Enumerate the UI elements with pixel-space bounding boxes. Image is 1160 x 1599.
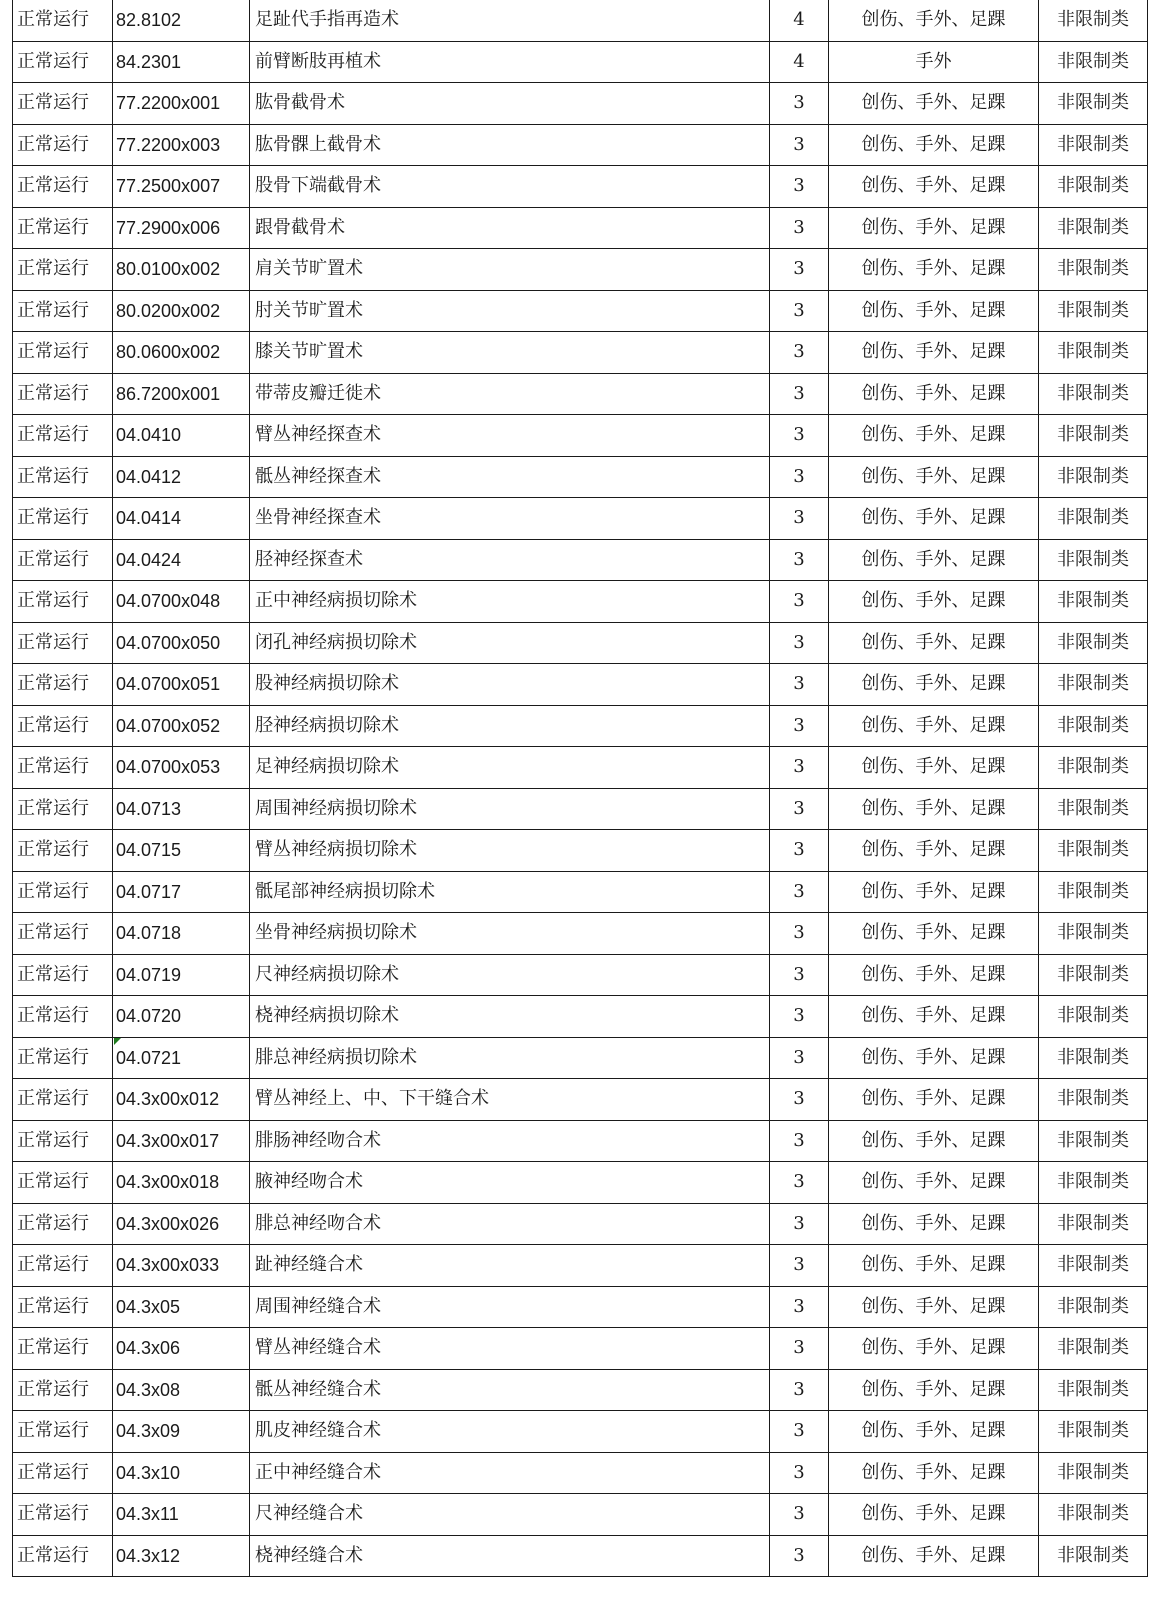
code-cell[interactable]: 04.0719 <box>113 954 250 996</box>
department-cell[interactable]: 创伤、手外、足踝 <box>829 1535 1039 1577</box>
procedure-name-cell[interactable]: 臂丛神经上、中、下干缝合术 <box>250 1079 770 1121</box>
table-row <box>13 1494 1148 1536</box>
procedure-name-cell[interactable]: 跟骨截骨术 <box>250 207 770 249</box>
department-cell[interactable]: 创伤、手外、足踝 <box>829 1328 1039 1370</box>
status-cell[interactable]: 正常运行 <box>13 705 113 747</box>
category-cell[interactable]: 非限制类 <box>1039 747 1148 789</box>
code-cell[interactable]: 04.0718 <box>113 913 250 955</box>
procedure-name-cell[interactable]: 尺神经病损切除术 <box>250 954 770 996</box>
status-cell[interactable]: 正常运行 <box>13 166 113 208</box>
category-cell[interactable]: 非限制类 <box>1039 1162 1148 1204</box>
level-cell[interactable]: 4 <box>770 0 829 41</box>
procedure-name-cell[interactable]: 带蒂皮瓣迁徙术 <box>250 373 770 415</box>
code-cell[interactable]: 77.2500x007 <box>113 166 250 208</box>
code-cell[interactable]: 04.3x00x018 <box>113 1162 250 1204</box>
department-cell[interactable]: 创伤、手外、足踝 <box>829 747 1039 789</box>
table-row <box>13 1162 1148 1204</box>
procedure-name-cell[interactable]: 股骨下端截骨术 <box>250 166 770 208</box>
level-cell[interactable]: 3 <box>770 664 829 706</box>
status-cell[interactable]: 正常运行 <box>13 1079 113 1121</box>
department-cell[interactable]: 创伤、手外、足踝 <box>829 373 1039 415</box>
procedure-name-cell[interactable]: 膝关节旷置术 <box>250 332 770 374</box>
table-row <box>13 539 1148 581</box>
status-cell[interactable]: 正常运行 <box>13 373 113 415</box>
table-row <box>13 705 1148 747</box>
procedure-name-cell[interactable]: 肘关节旷置术 <box>250 290 770 332</box>
department-cell[interactable]: 创伤、手外、足踝 <box>829 1079 1039 1121</box>
code-cell[interactable]: 04.3x08 <box>113 1369 250 1411</box>
category-cell[interactable]: 非限制类 <box>1039 622 1148 664</box>
category-cell[interactable]: 非限制类 <box>1039 1535 1148 1577</box>
status-cell[interactable]: 正常运行 <box>13 83 113 125</box>
category-cell[interactable]: 非限制类 <box>1039 1411 1148 1453</box>
table-row <box>13 1245 1148 1287</box>
code-cell[interactable]: 77.2200x001 <box>113 83 250 125</box>
table-row <box>13 166 1148 208</box>
level-cell[interactable]: 3 <box>770 705 829 747</box>
status-cell[interactable]: 正常运行 <box>13 1162 113 1204</box>
department-cell[interactable]: 创伤、手外、足踝 <box>829 290 1039 332</box>
code-cell[interactable]: 04.0700x050 <box>113 622 250 664</box>
category-cell[interactable]: 非限制类 <box>1039 373 1148 415</box>
level-cell[interactable]: 3 <box>770 249 829 291</box>
department-cell[interactable]: 创伤、手外、足踝 <box>829 83 1039 125</box>
category-cell[interactable]: 非限制类 <box>1039 1203 1148 1245</box>
level-cell[interactable]: 3 <box>770 788 829 830</box>
department-cell[interactable]: 创伤、手外、足踝 <box>829 539 1039 581</box>
code-cell[interactable]: 04.0721 <box>113 1037 250 1079</box>
procedure-name-cell[interactable]: 正中神经缝合术 <box>250 1452 770 1494</box>
department-cell[interactable]: 创伤、手外、足踝 <box>829 664 1039 706</box>
level-cell[interactable]: 3 <box>770 1162 829 1204</box>
status-cell[interactable]: 正常运行 <box>13 581 113 623</box>
table-row <box>13 830 1148 872</box>
category-cell[interactable]: 非限制类 <box>1039 1079 1148 1121</box>
category-cell[interactable]: 非限制类 <box>1039 788 1148 830</box>
table-row <box>13 83 1148 125</box>
level-cell[interactable]: 3 <box>770 581 829 623</box>
level-cell[interactable]: 3 <box>770 1369 829 1411</box>
department-cell[interactable]: 创伤、手外、足踝 <box>829 1452 1039 1494</box>
code-cell[interactable]: 04.0700x052 <box>113 705 250 747</box>
category-cell[interactable]: 非限制类 <box>1039 664 1148 706</box>
department-cell[interactable]: 创伤、手外、足踝 <box>829 581 1039 623</box>
procedure-name-cell[interactable]: 闭孔神经病损切除术 <box>250 622 770 664</box>
level-cell[interactable]: 3 <box>770 456 829 498</box>
category-cell[interactable]: 非限制类 <box>1039 415 1148 457</box>
category-cell[interactable]: 非限制类 <box>1039 332 1148 374</box>
procedure-table-body <box>13 0 1148 1577</box>
table-row <box>13 1120 1148 1162</box>
procedure-name-cell[interactable]: 足神经病损切除术 <box>250 747 770 789</box>
procedure-name-cell[interactable]: 骶尾部神经病损切除术 <box>250 871 770 913</box>
procedure-name-cell[interactable]: 骶丛神经缝合术 <box>250 1369 770 1411</box>
status-cell[interactable]: 正常运行 <box>13 954 113 996</box>
category-cell[interactable]: 非限制类 <box>1039 1286 1148 1328</box>
level-cell[interactable]: 3 <box>770 747 829 789</box>
table-row <box>13 415 1148 457</box>
department-cell[interactable]: 创伤、手外、足踝 <box>829 124 1039 166</box>
table-row <box>13 1369 1148 1411</box>
code-cell[interactable]: 04.0424 <box>113 539 250 581</box>
department-cell[interactable]: 创伤、手外、足踝 <box>829 788 1039 830</box>
department-cell[interactable]: 创伤、手外、足踝 <box>829 1203 1039 1245</box>
status-cell[interactable]: 正常运行 <box>13 1120 113 1162</box>
category-cell[interactable]: 非限制类 <box>1039 290 1148 332</box>
category-cell[interactable]: 非限制类 <box>1039 1245 1148 1287</box>
procedure-name-cell[interactable]: 骶丛神经探查术 <box>250 456 770 498</box>
category-cell[interactable]: 非限制类 <box>1039 1328 1148 1370</box>
category-cell[interactable]: 非限制类 <box>1039 207 1148 249</box>
table-row <box>13 1203 1148 1245</box>
status-cell[interactable]: 正常运行 <box>13 1037 113 1079</box>
status-cell[interactable]: 正常运行 <box>13 124 113 166</box>
procedure-name-cell[interactable]: 周围神经病损切除术 <box>250 788 770 830</box>
code-cell[interactable]: 77.2900x006 <box>113 207 250 249</box>
category-cell[interactable]: 非限制类 <box>1039 581 1148 623</box>
level-cell[interactable]: 3 <box>770 207 829 249</box>
category-cell[interactable]: 非限制类 <box>1039 705 1148 747</box>
procedure-name-cell[interactable]: 臂丛神经缝合术 <box>250 1328 770 1370</box>
status-cell[interactable]: 正常运行 <box>13 207 113 249</box>
department-cell[interactable]: 创伤、手外、足踝 <box>829 622 1039 664</box>
code-cell[interactable]: 04.0700x048 <box>113 581 250 623</box>
table-row <box>13 1037 1148 1079</box>
table-row <box>13 1411 1148 1453</box>
level-cell[interactable]: 3 <box>770 1203 829 1245</box>
code-cell[interactable]: 04.3x00x033 <box>113 1245 250 1287</box>
category-cell[interactable]: 非限制类 <box>1039 41 1148 83</box>
table-row <box>13 913 1148 955</box>
level-cell[interactable]: 3 <box>770 871 829 913</box>
procedure-name-cell[interactable]: 足趾代手指再造术 <box>250 0 770 41</box>
level-cell[interactable]: 3 <box>770 332 829 374</box>
status-cell[interactable]: 正常运行 <box>13 788 113 830</box>
department-cell[interactable]: 创伤、手外、足踝 <box>829 0 1039 41</box>
procedure-name-cell[interactable]: 桡神经缝合术 <box>250 1535 770 1577</box>
department-cell[interactable]: 创伤、手外、足踝 <box>829 249 1039 291</box>
code-cell[interactable]: 04.3x09 <box>113 1411 250 1453</box>
category-cell[interactable]: 非限制类 <box>1039 498 1148 540</box>
category-cell[interactable]: 非限制类 <box>1039 830 1148 872</box>
level-cell[interactable]: 3 <box>770 1535 829 1577</box>
table-row <box>13 124 1148 166</box>
department-cell[interactable]: 创伤、手外、足踝 <box>829 207 1039 249</box>
level-cell[interactable]: 3 <box>770 1494 829 1536</box>
code-cell[interactable]: 04.0720 <box>113 996 250 1038</box>
category-cell[interactable]: 非限制类 <box>1039 1494 1148 1536</box>
status-cell[interactable]: 正常运行 <box>13 1452 113 1494</box>
category-cell[interactable]: 非限制类 <box>1039 913 1148 955</box>
category-cell[interactable]: 非限制类 <box>1039 1037 1148 1079</box>
table-row <box>13 249 1148 291</box>
table-row <box>13 456 1148 498</box>
code-cell[interactable]: 04.0700x053 <box>113 747 250 789</box>
level-cell[interactable]: 3 <box>770 415 829 457</box>
table-row <box>13 788 1148 830</box>
category-cell[interactable]: 非限制类 <box>1039 249 1148 291</box>
status-cell[interactable]: 正常运行 <box>13 41 113 83</box>
table-row <box>13 871 1148 913</box>
level-cell[interactable]: 3 <box>770 1286 829 1328</box>
status-cell[interactable]: 正常运行 <box>13 664 113 706</box>
level-cell[interactable]: 3 <box>770 1328 829 1370</box>
procedure-name-cell[interactable]: 尺神经缝合术 <box>250 1494 770 1536</box>
code-cell[interactable]: 84.2301 <box>113 41 250 83</box>
category-cell[interactable]: 非限制类 <box>1039 1120 1148 1162</box>
table-row <box>13 664 1148 706</box>
table-row <box>13 498 1148 540</box>
department-cell[interactable]: 创伤、手外、足踝 <box>829 1369 1039 1411</box>
department-cell[interactable]: 创伤、手外、足踝 <box>829 498 1039 540</box>
procedure-name-cell[interactable]: 臂丛神经探查术 <box>250 415 770 457</box>
status-cell[interactable]: 正常运行 <box>13 0 113 41</box>
code-cell[interactable]: 04.3x05 <box>113 1286 250 1328</box>
procedure-name-cell[interactable]: 前臂断肢再植术 <box>250 41 770 83</box>
code-cell[interactable]: 04.0412 <box>113 456 250 498</box>
level-cell[interactable]: 3 <box>770 622 829 664</box>
code-cell[interactable]: 04.3x11 <box>113 1494 250 1536</box>
code-cell[interactable]: 82.8102 <box>113 0 250 41</box>
level-cell[interactable]: 3 <box>770 913 829 955</box>
procedure-name-cell[interactable]: 股神经病损切除术 <box>250 664 770 706</box>
level-cell[interactable]: 3 <box>770 1452 829 1494</box>
table-row <box>13 373 1148 415</box>
status-cell[interactable]: 正常运行 <box>13 1369 113 1411</box>
category-cell[interactable]: 非限制类 <box>1039 1369 1148 1411</box>
table-row <box>13 0 1148 41</box>
status-cell[interactable]: 正常运行 <box>13 415 113 457</box>
status-cell[interactable]: 正常运行 <box>13 996 113 1038</box>
level-cell[interactable]: 3 <box>770 996 829 1038</box>
code-cell[interactable]: 04.3x00x017 <box>113 1120 250 1162</box>
status-cell[interactable]: 正常运行 <box>13 290 113 332</box>
table-row <box>13 996 1148 1038</box>
code-cell[interactable]: 04.3x12 <box>113 1535 250 1577</box>
category-cell[interactable]: 非限制类 <box>1039 456 1148 498</box>
department-cell[interactable]: 创伤、手外、足踝 <box>829 1411 1039 1453</box>
procedure-name-cell[interactable]: 坐骨神经病损切除术 <box>250 913 770 955</box>
category-cell[interactable]: 非限制类 <box>1039 0 1148 41</box>
department-cell[interactable]: 创伤、手外、足踝 <box>829 1162 1039 1204</box>
status-cell[interactable]: 正常运行 <box>13 1535 113 1577</box>
procedure-name-cell[interactable]: 胫神经病损切除术 <box>250 705 770 747</box>
table-row <box>13 954 1148 996</box>
department-cell[interactable]: 创伤、手外、足踝 <box>829 830 1039 872</box>
code-cell[interactable]: 04.0700x051 <box>113 664 250 706</box>
level-cell[interactable]: 3 <box>770 1411 829 1453</box>
level-cell[interactable]: 3 <box>770 1037 829 1079</box>
procedure-table <box>12 0 1148 1577</box>
department-cell[interactable]: 创伤、手外、足踝 <box>829 456 1039 498</box>
code-cell[interactable]: 04.3x00x026 <box>113 1203 250 1245</box>
status-cell[interactable]: 正常运行 <box>13 1328 113 1370</box>
cell-comment-marker-icon[interactable] <box>114 1038 121 1045</box>
table-row <box>13 1452 1148 1494</box>
category-cell[interactable]: 非限制类 <box>1039 996 1148 1038</box>
procedure-name-cell[interactable]: 肩关节旷置术 <box>250 249 770 291</box>
department-cell[interactable]: 创伤、手外、足踝 <box>829 415 1039 457</box>
category-cell[interactable]: 非限制类 <box>1039 539 1148 581</box>
table-row <box>13 332 1148 374</box>
procedure-name-cell[interactable]: 腓肠神经吻合术 <box>250 1120 770 1162</box>
code-cell[interactable]: 04.3x10 <box>113 1452 250 1494</box>
procedure-name-cell[interactable]: 肱骨髁上截骨术 <box>250 124 770 166</box>
department-cell[interactable]: 创伤、手外、足踝 <box>829 1494 1039 1536</box>
status-cell[interactable]: 正常运行 <box>13 1286 113 1328</box>
code-cell[interactable]: 04.0414 <box>113 498 250 540</box>
department-cell[interactable]: 创伤、手外、足踝 <box>829 1120 1039 1162</box>
procedure-name-cell[interactable]: 正中神经病损切除术 <box>250 581 770 623</box>
table-row <box>13 290 1148 332</box>
department-cell[interactable]: 创伤、手外、足踝 <box>829 996 1039 1038</box>
table-row <box>13 581 1148 623</box>
code-cell[interactable]: 04.0410 <box>113 415 250 457</box>
procedure-name-cell[interactable]: 腓总神经吻合术 <box>250 1203 770 1245</box>
level-cell[interactable]: 3 <box>770 1120 829 1162</box>
status-cell[interactable]: 正常运行 <box>13 871 113 913</box>
code-cell[interactable]: 80.0600x002 <box>113 332 250 374</box>
code-cell[interactable]: 80.0200x002 <box>113 290 250 332</box>
status-cell[interactable]: 正常运行 <box>13 1203 113 1245</box>
status-cell[interactable]: 正常运行 <box>13 332 113 374</box>
category-cell[interactable]: 非限制类 <box>1039 124 1148 166</box>
table-row <box>13 622 1148 664</box>
level-cell[interactable]: 4 <box>770 41 829 83</box>
code-cell[interactable]: 04.0713 <box>113 788 250 830</box>
table-row <box>13 747 1148 789</box>
department-cell[interactable]: 创伤、手外、足踝 <box>829 166 1039 208</box>
department-cell[interactable]: 手外 <box>829 41 1039 83</box>
code-cell[interactable]: 80.0100x002 <box>113 249 250 291</box>
category-cell[interactable]: 非限制类 <box>1039 1452 1148 1494</box>
procedure-name-cell[interactable]: 胫神经探查术 <box>250 539 770 581</box>
level-cell[interactable]: 3 <box>770 1245 829 1287</box>
procedure-name-cell[interactable]: 臂丛神经病损切除术 <box>250 830 770 872</box>
level-cell[interactable]: 3 <box>770 498 829 540</box>
code-cell[interactable]: 86.7200x001 <box>113 373 250 415</box>
procedure-name-cell[interactable]: 桡神经病损切除术 <box>250 996 770 1038</box>
status-cell[interactable]: 正常运行 <box>13 456 113 498</box>
level-cell[interactable]: 3 <box>770 166 829 208</box>
procedure-name-cell[interactable]: 趾神经缝合术 <box>250 1245 770 1287</box>
table-row <box>13 1286 1148 1328</box>
table-row <box>13 1079 1148 1121</box>
status-cell[interactable]: 正常运行 <box>13 747 113 789</box>
status-cell[interactable]: 正常运行 <box>13 622 113 664</box>
level-cell[interactable]: 3 <box>770 539 829 581</box>
code-cell[interactable]: 04.0715 <box>113 830 250 872</box>
procedure-name-cell[interactable]: 肌皮神经缝合术 <box>250 1411 770 1453</box>
category-cell[interactable]: 非限制类 <box>1039 83 1148 125</box>
status-cell[interactable]: 正常运行 <box>13 1494 113 1536</box>
code-cell[interactable]: 04.0717 <box>113 871 250 913</box>
status-cell[interactable]: 正常运行 <box>13 539 113 581</box>
department-cell[interactable]: 创伤、手外、足踝 <box>829 1037 1039 1079</box>
level-cell[interactable]: 3 <box>770 830 829 872</box>
level-cell[interactable]: 3 <box>770 124 829 166</box>
department-cell[interactable]: 创伤、手外、足踝 <box>829 1286 1039 1328</box>
procedure-name-cell[interactable]: 周围神经缝合术 <box>250 1286 770 1328</box>
status-cell[interactable]: 正常运行 <box>13 913 113 955</box>
table-row <box>13 207 1148 249</box>
table-row <box>13 41 1148 83</box>
status-cell[interactable]: 正常运行 <box>13 830 113 872</box>
procedure-name-cell[interactable]: 坐骨神经探查术 <box>250 498 770 540</box>
department-cell[interactable]: 创伤、手外、足踝 <box>829 913 1039 955</box>
category-cell[interactable]: 非限制类 <box>1039 871 1148 913</box>
table-row <box>13 1328 1148 1370</box>
department-cell[interactable]: 创伤、手外、足踝 <box>829 332 1039 374</box>
level-cell[interactable]: 3 <box>770 290 829 332</box>
code-cell[interactable]: 77.2200x003 <box>113 124 250 166</box>
level-cell[interactable]: 3 <box>770 373 829 415</box>
department-cell[interactable]: 创伤、手外、足踝 <box>829 954 1039 996</box>
code-cell[interactable]: 04.3x00x012 <box>113 1079 250 1121</box>
status-cell[interactable]: 正常运行 <box>13 498 113 540</box>
level-cell[interactable]: 3 <box>770 83 829 125</box>
procedure-name-cell[interactable]: 腋神经吻合术 <box>250 1162 770 1204</box>
code-cell[interactable]: 04.3x06 <box>113 1328 250 1370</box>
status-cell[interactable]: 正常运行 <box>13 1411 113 1453</box>
status-cell[interactable]: 正常运行 <box>13 249 113 291</box>
status-cell[interactable]: 正常运行 <box>13 1245 113 1287</box>
procedure-name-cell[interactable]: 腓总神经病损切除术 <box>250 1037 770 1079</box>
level-cell[interactable]: 3 <box>770 1079 829 1121</box>
category-cell[interactable]: 非限制类 <box>1039 166 1148 208</box>
level-cell[interactable]: 3 <box>770 954 829 996</box>
department-cell[interactable]: 创伤、手外、足踝 <box>829 705 1039 747</box>
table-row <box>13 1535 1148 1577</box>
department-cell[interactable]: 创伤、手外、足踝 <box>829 1245 1039 1287</box>
procedure-name-cell[interactable]: 肱骨截骨术 <box>250 83 770 125</box>
category-cell[interactable]: 非限制类 <box>1039 954 1148 996</box>
department-cell[interactable]: 创伤、手外、足踝 <box>829 871 1039 913</box>
